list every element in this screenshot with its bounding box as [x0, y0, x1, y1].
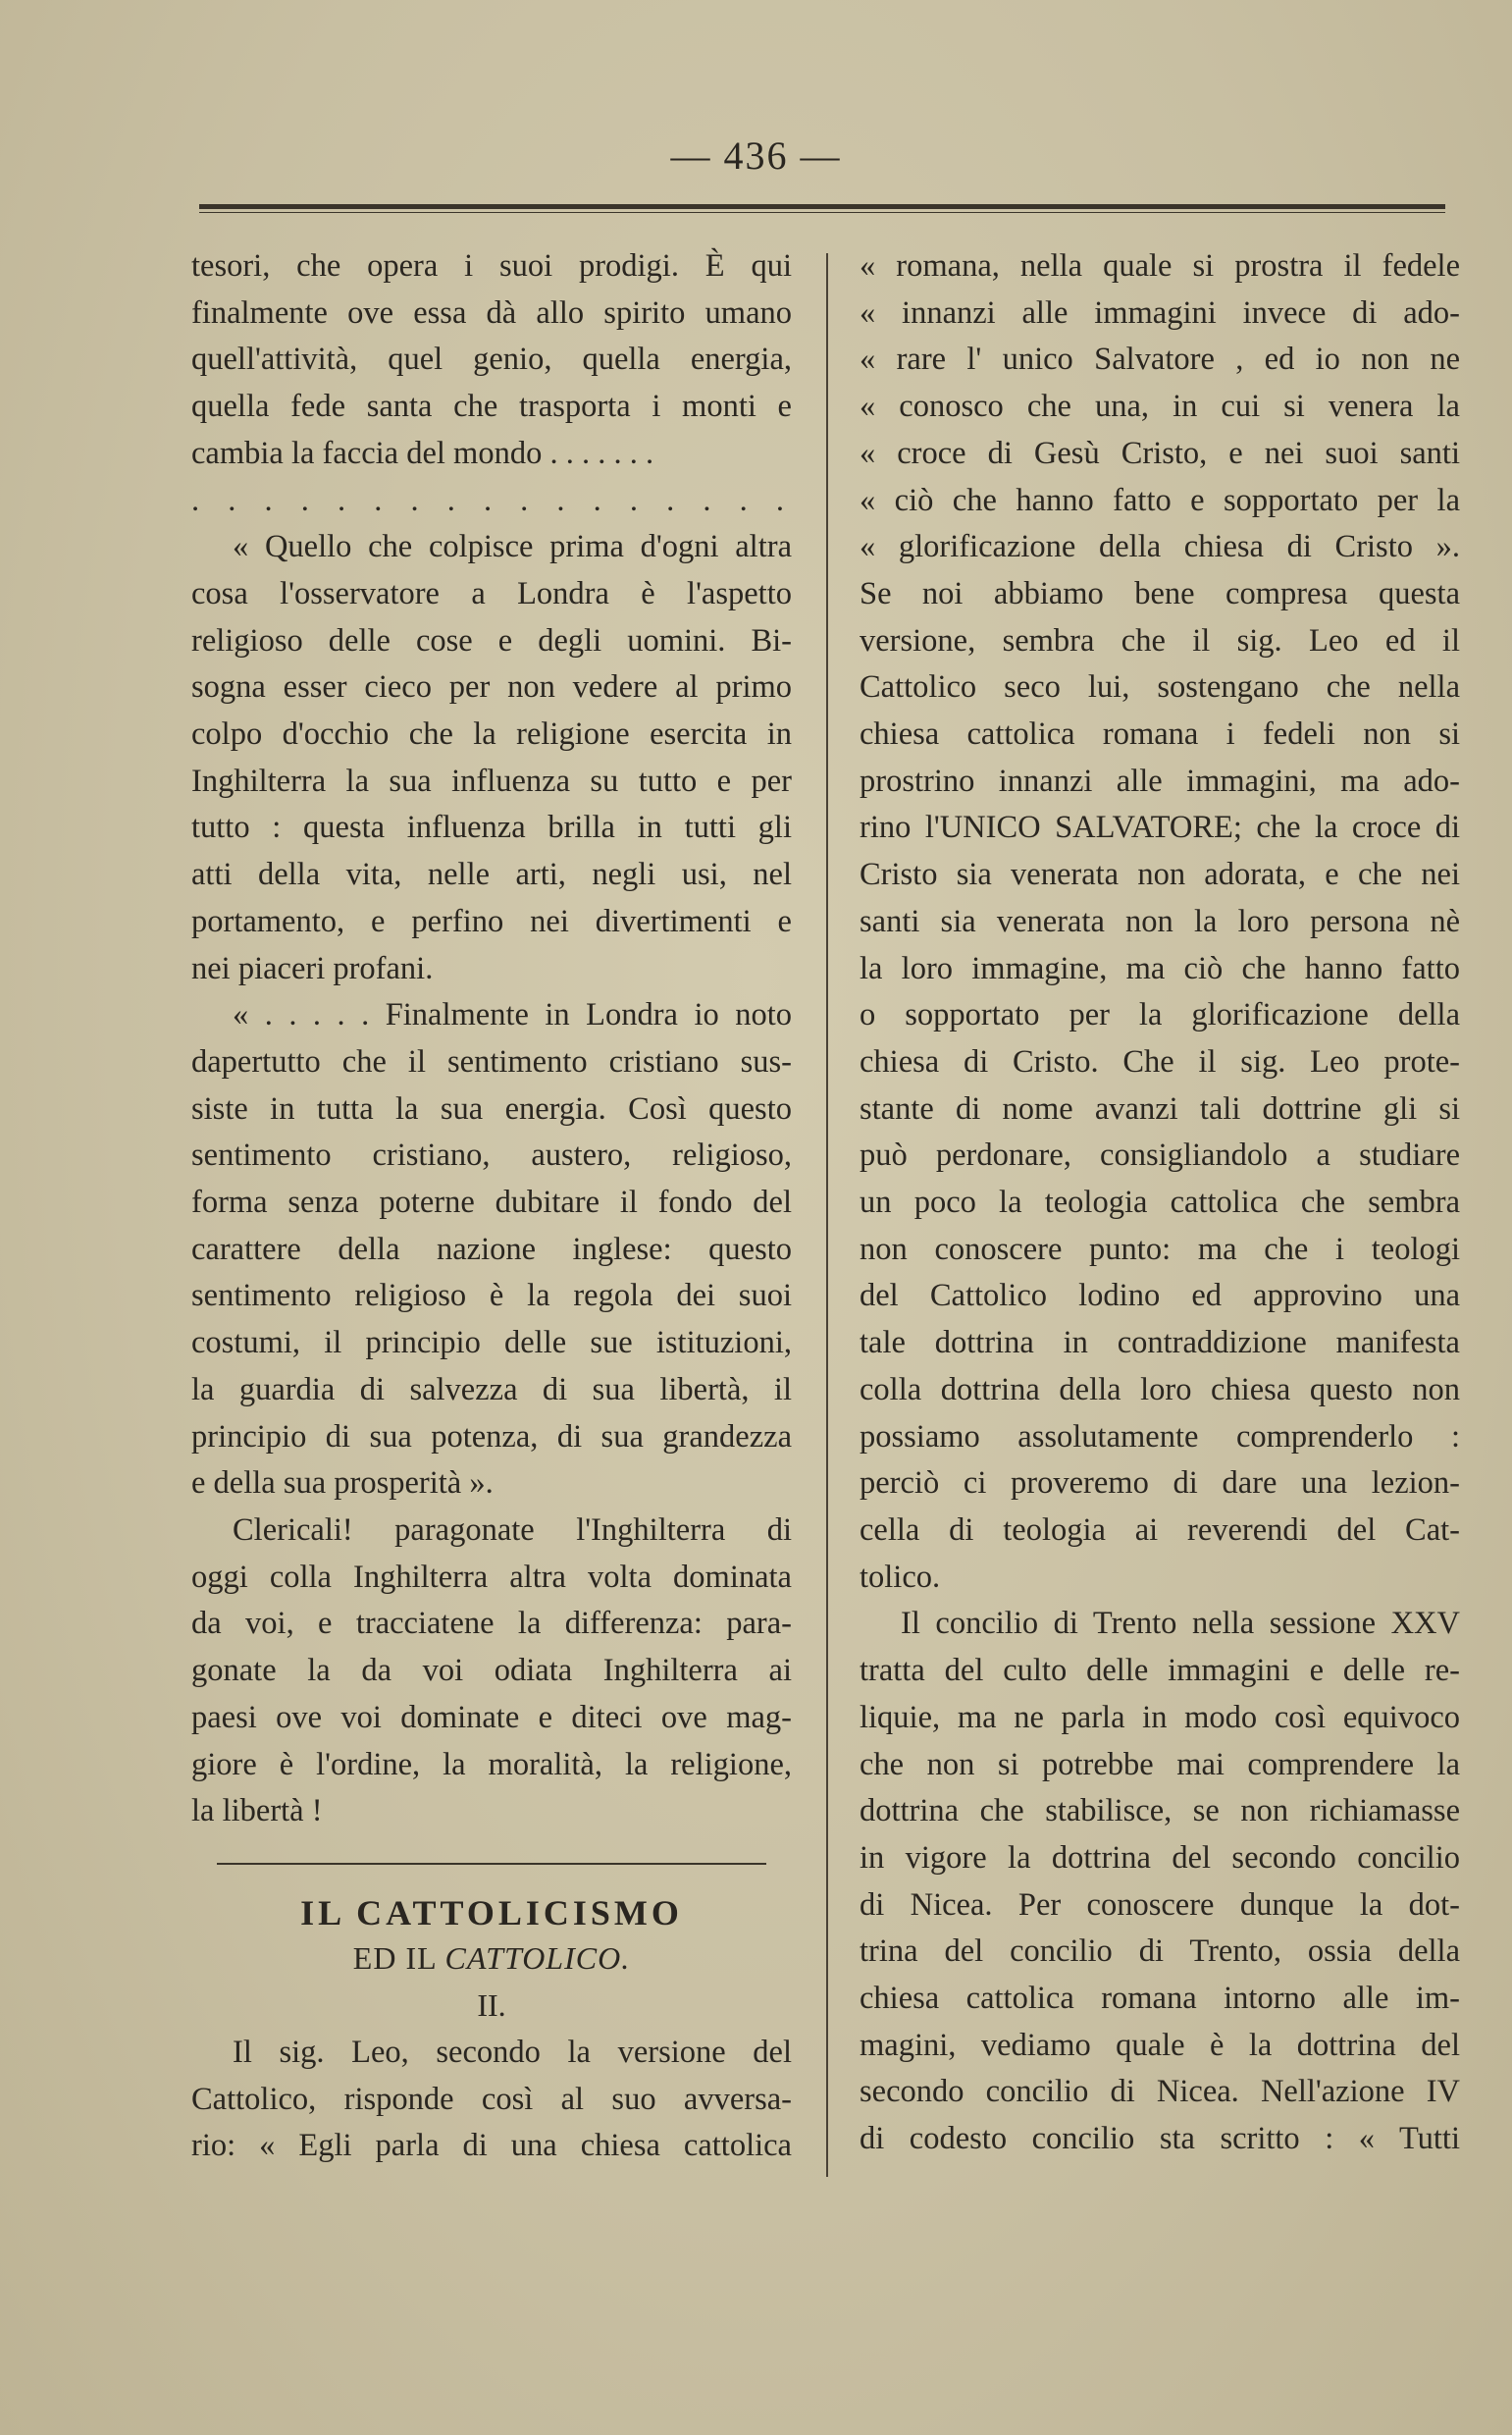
text-line: paesi ove voi dominate e diteci ove mag- [191, 1699, 792, 1735]
text-line: « romana, nella quale si prostra il fedele [860, 248, 1460, 284]
text-line: liquie, ma ne parla in modo così equivoco [860, 1699, 1460, 1735]
text-line: portamento, e perfino nei divertimenti e [191, 903, 792, 939]
text-line: atti della vita, nelle arti, negli usi, nel [191, 857, 792, 893]
text-line: di codesto concilio sta scritto : « Tutti [860, 2121, 1460, 2157]
text-line: Cattolico seco lui, sostengano che nella [860, 669, 1460, 706]
text-line: sogna esser cieco per non vedere al primo [191, 669, 792, 706]
text-line: tratta del culto delle immagini e delle re- [860, 1653, 1460, 1689]
text-line: cella di teologia ai reverendi del Cat- [860, 1511, 1460, 1548]
subheading-prefix: ED IL [352, 1939, 445, 1976]
text-line: . . . . . . . . . . . . . . . . . [191, 482, 792, 518]
text-line: giore è l'ordine, la moralità, la religione, [191, 1746, 792, 1782]
text-line: chiesa cattolica romana i fedeli non si [860, 716, 1460, 753]
left-column-continuation [191, 2030, 792, 2170]
text-line: tutto : questa influenza brilla in tutti gli [191, 810, 792, 846]
text-line: sentimento religioso è la regola dei suoi [191, 1278, 792, 1314]
text-line: un poco la teologia cattolica che sembra [860, 1185, 1460, 1221]
text-line: chiesa di Cristo. Che il sig. Leo prote- [860, 1043, 1460, 1080]
text-line: la libertà ! [191, 1793, 323, 1829]
text-line: cambia la faccia del mondo . . . . . . . [191, 435, 654, 471]
text-line: da voi, e tracciatene la differenza: para- [191, 1606, 792, 1642]
text-line: non conoscere punto: ma che i teologi [860, 1231, 1460, 1267]
text-line: tale dottrina in contraddizione manifesta [860, 1325, 1460, 1361]
text-line: la loro immagine, ma ciò che hanno fatto [860, 950, 1460, 986]
text-line: « Quello che colpisce prima d'ogni altra [233, 529, 792, 565]
section-subheading [191, 1935, 792, 1981]
text-line: dapertutto che il sentimento cristiano sus- [191, 1043, 792, 1080]
text-line: Il sig. Leo, secondo la versione del [233, 2034, 792, 2070]
text-line: che non si potrebbe mai comprendere la [860, 1746, 1460, 1782]
text-line: « conosco che una, in cui si venera la [860, 389, 1460, 425]
text-line: principio di sua potenza, di sua grandezza [191, 1418, 792, 1455]
text-line: « rare l' unico Salvatore , ed io non ne [860, 342, 1460, 378]
text-line: stante di nome avanzi tali dottrine gli si [860, 1090, 1460, 1127]
text-line: o sopportato per la glorificazione della [860, 997, 1460, 1033]
text-line: prostrino innanzi alle immagini, ma ado- [860, 763, 1460, 799]
text-line: rino l'UNICO SALVATORE; che la croce di [860, 810, 1460, 846]
text-line: « glorificazione della chiesa di Cristo ». [860, 529, 1460, 565]
text-line: « . . . . . Finalmente in Londra io noto [233, 997, 792, 1033]
section-divider [217, 1863, 766, 1865]
text-line: Inghilterra la sua influenza su tutto e per [191, 763, 792, 799]
text-line: Clericali! paragonate l'Inghilterra di [233, 1511, 792, 1548]
text-line: « innanzi alle immagini invece di ado- [860, 294, 1460, 331]
text-line: e della sua prosperità ». [191, 1465, 494, 1502]
text-line: santi sia venerata non la loro persona nè [860, 903, 1460, 939]
text-line: Il concilio di Trento nella sessione XXV [901, 1606, 1460, 1642]
text-line: la guardia di salvezza di sua libertà, il [191, 1371, 792, 1407]
text-line: colpo d'occhio che la religione esercita in [191, 716, 792, 753]
text-line: chiesa cattolica romana intorno alle im- [860, 1981, 1460, 2017]
text-line: gonate la da voi odiata Inghilterra ai [191, 1653, 792, 1689]
text-line: di Nicea. Per conoscere dunque la dot- [860, 1886, 1460, 1923]
text-line: può perdonare, consigliandolo a studiare [860, 1138, 1460, 1174]
text-line: del Cattolico lodino ed approvino una [860, 1278, 1460, 1314]
column-separator [826, 253, 828, 2177]
text-line: nei piaceri profani. [191, 950, 434, 986]
right-column-text [860, 243, 1460, 2163]
text-line: in vigore la dottrina del secondo concilio [860, 1839, 1460, 1876]
text-line: « ciò che hanno fatto e sopportato per la [860, 482, 1460, 518]
right-column [860, 243, 1460, 2163]
text-line: finalmente ove essa dà allo spirito umano [191, 294, 792, 331]
text-line: carattere della nazione inglese: questo [191, 1231, 792, 1267]
section-number: II. [477, 1986, 506, 2023]
text-line: forma senza poterne dubitare il fondo del [191, 1185, 792, 1221]
text-line: Se noi abbiamo bene compresa questa [860, 575, 1460, 611]
subheading-italic: CATTOLICO. [444, 1939, 631, 1976]
text-line: sentimento cristiano, austero, religioso, [191, 1138, 792, 1174]
text-line: versione, sembra che il sig. Leo ed il [860, 622, 1460, 659]
text-line: quella fede santa che trasporta i monti e [191, 389, 792, 425]
text-line: colla dottrina della loro chiesa questo non [860, 1371, 1460, 1407]
text-line: costumi, il principio delle sue istituzioni, [191, 1325, 792, 1361]
header-rule [199, 204, 1445, 213]
text-line: Cristo sia venerata non adorata, e che nei [860, 857, 1460, 893]
text-line: dottrina che stabilisce, se non richiamasse [860, 1793, 1460, 1829]
text-line: rio: « Egli parla di una chiesa cattolica [191, 2128, 792, 2164]
page-number: — 436 — [670, 133, 842, 178]
text-line: magini, vediamo quale è la dottrina del [860, 2027, 1460, 2063]
text-line: tesori, che opera i suoi prodigi. È qui [191, 248, 792, 284]
text-line: trina del concilio di Trento, ossia della [860, 1933, 1460, 1970]
text-line: « croce di Gesù Cristo, e nei suoi santi [860, 435, 1460, 471]
text-line: tolico. [860, 1559, 941, 1595]
text-line: perciò ci proveremo di dare una lezion- [860, 1465, 1460, 1502]
text-line: siste in tutta la sua energia. Così questo [191, 1090, 792, 1127]
text-line: cosa l'osservatore a Londra è l'aspetto [191, 575, 792, 611]
text-line: possiamo assolutamente comprenderlo : [860, 1418, 1460, 1455]
left-column-text [191, 243, 792, 1835]
text-line: religioso delle cose e degli uomini. Bi- [191, 622, 792, 659]
left-column [191, 243, 792, 2170]
text-line: secondo concilio di Nicea. Nell'azione IV [860, 2074, 1460, 2110]
section-heading: IL CATTOLICISMO [300, 1892, 683, 1932]
text-line: quell'attività, quel genio, quella energia, [191, 342, 792, 378]
text-line: oggi colla Inghilterra altra volta dominata [191, 1559, 792, 1595]
text-line: Cattolico, risponde così al suo avversa- [191, 2081, 792, 2117]
